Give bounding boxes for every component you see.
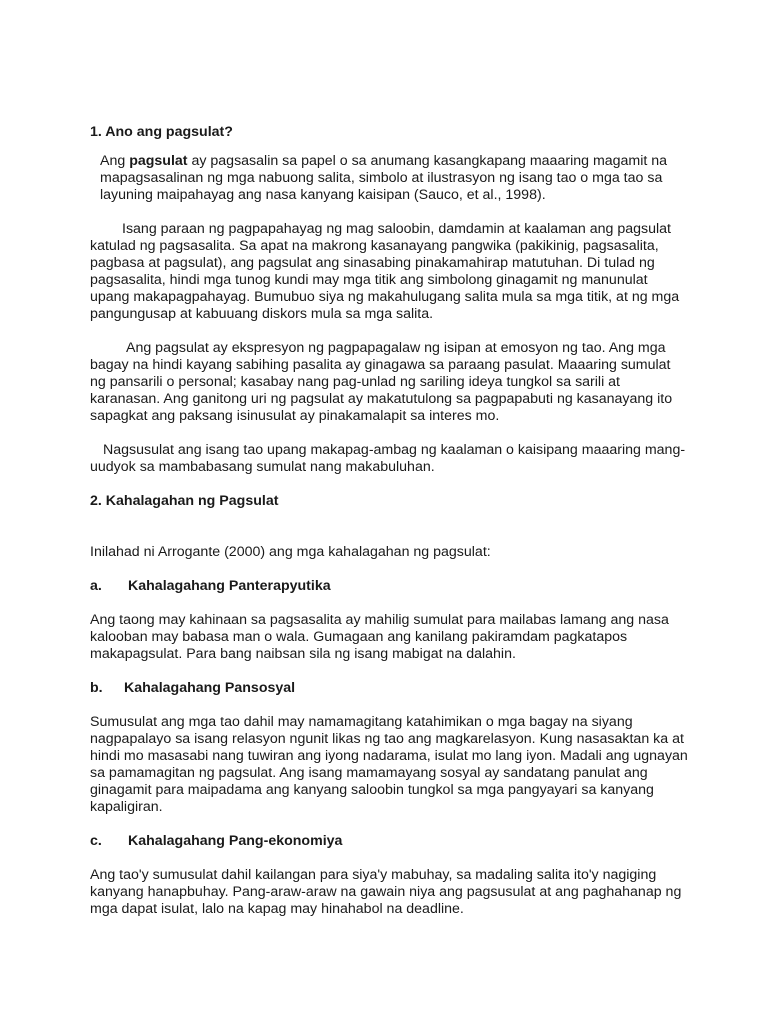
subsection-letter: b. [90, 680, 103, 696]
subsection-letter: c. [90, 833, 102, 849]
document-page [90, 124, 690, 935]
subsection-letter: a. [90, 578, 102, 594]
subsection-a-text: Ang taong may kahinaan sa pagsasalita ay mahilig sumulat para mailabas lamang ang nasa kalooban may babasa man o wala. Gumagaan ang kanilang pakiramdam pagkatapos makapagsulat. Para bang naibsan sila ng isang mabigat na dalahin. [90, 612, 669, 662]
subsection-b-heading [90, 680, 690, 697]
section-1-paragraph-4 [90, 442, 690, 476]
section-1-paragraph-1 [90, 153, 690, 204]
paragraph-2-text: Isang paraan ng pagpapahayag ng mag saloobin, damdamin at kaalaman ang pagsulat katulad ng pagsasalita. Sa apat na makrong kasanayang pangwika (pakikinig, pagsasalita, pagbasa at pagsulat), ang pagsulat ang sinasabing pinakamahirap matutuhan. Di tulad ng pagsasalita, hindi mga tunog kundi may mga titik ang simbolong ginagamit ng manunulat upang makapagpahayag. Bumubuo siya ng makahulugang salita mula sa mga titik, at ng mga pangungusap at kabuuang diskors mula sa mga salita. [90, 221, 680, 322]
subsection-a-heading [90, 578, 690, 595]
subsection-b-text: Sumusulat ang mga tao dahil may namamagitang katahimikan o mga bagay na siyang nagpapalayo sa isang relasyon ngunit likas ng tao ang magkarelasyon. Kung nasasaktan ka at hindi mo masasabi nang tuwiran ang iyong nadarama, isulat mo lang iyon. Madali ang ugnayan sa pamamagitan ng pagsulat. Ang isang mamamayang sosyal ay sandatang panulat ang ginagamit para maipadama ang kanyang saloobin tungkol sa mga pangyayari sa kanyang kapaligiran. [90, 714, 688, 815]
indent [90, 340, 126, 356]
subsection-c-heading [90, 833, 690, 850]
paragraph-1-lead: Ang [100, 153, 130, 169]
subsection-title: Kahalagahang Pang-ekonomiya [128, 833, 343, 849]
indent [90, 221, 122, 237]
section-2-heading: 2. Kahalagahan ng Pagsulat [90, 493, 279, 509]
subsection-title: Kahalagahang Pansosyal [124, 680, 296, 696]
indent [90, 442, 103, 458]
subsection-title: Kahalagahang Panterapyutika [128, 578, 331, 594]
paragraph-1-rest: ay pagsasalin sa papel o sa anumang kasangkapang maaaring magamit na mapagsasalinan ng mga nabuong salita, simbolo at ilustrasyon ng isang tao o mga tao sa layuning maipahayag ang nasa kanyang kaisipan (Sauco, et al., 1998). [100, 153, 668, 203]
term-pagsulat: pagsulat [129, 153, 188, 169]
section-1-paragraph-3 [90, 340, 690, 425]
subsection-c-text: Ang tao'y sumusulat dahil kailangan para siya'y mabuhay, sa madaling salita ito'y nagiging kanyang hanapbuhay. Pang-araw-araw na gawain niya ang pagsusulat at ang paghahanap ng mga dapat isulat, lalo na kapag may hinahabol na deadline. [90, 867, 682, 917]
section-1-heading: 1. Ano ang pagsulat? [90, 124, 233, 140]
paragraph-3-text: Ang pagsulat ay ekspresyon ng pagpapagalaw ng isipan at emosyon ng tao. Ang mga bagay na hindi kayang sabihing pasalita ay ginagawa sa paraang pasulat. Maaaring sumulat ng pansarili o personal; kasabay nang pag-unlad ng sariling ideya tungkol sa sarili at karanasan. Ang ganitong uri ng pagsulat ay makatutulong sa pagpapabuti ng kasanayang ito sapagkat ang paksang isinusulat ay pinakamalapit sa interes mo. [90, 340, 673, 424]
section-2-intro: Inilahad ni Arrogante (2000) ang mga kahalagahan ng pagsulat: [90, 544, 491, 560]
paragraph-4-text: Nagsusulat ang isang tao upang makapag-ambag ng kaalaman o kaisipang maaaring mang-uudyok sa mambabasang sumulat nang makabuluhan. [90, 442, 686, 475]
section-1-paragraph-2 [90, 221, 690, 323]
